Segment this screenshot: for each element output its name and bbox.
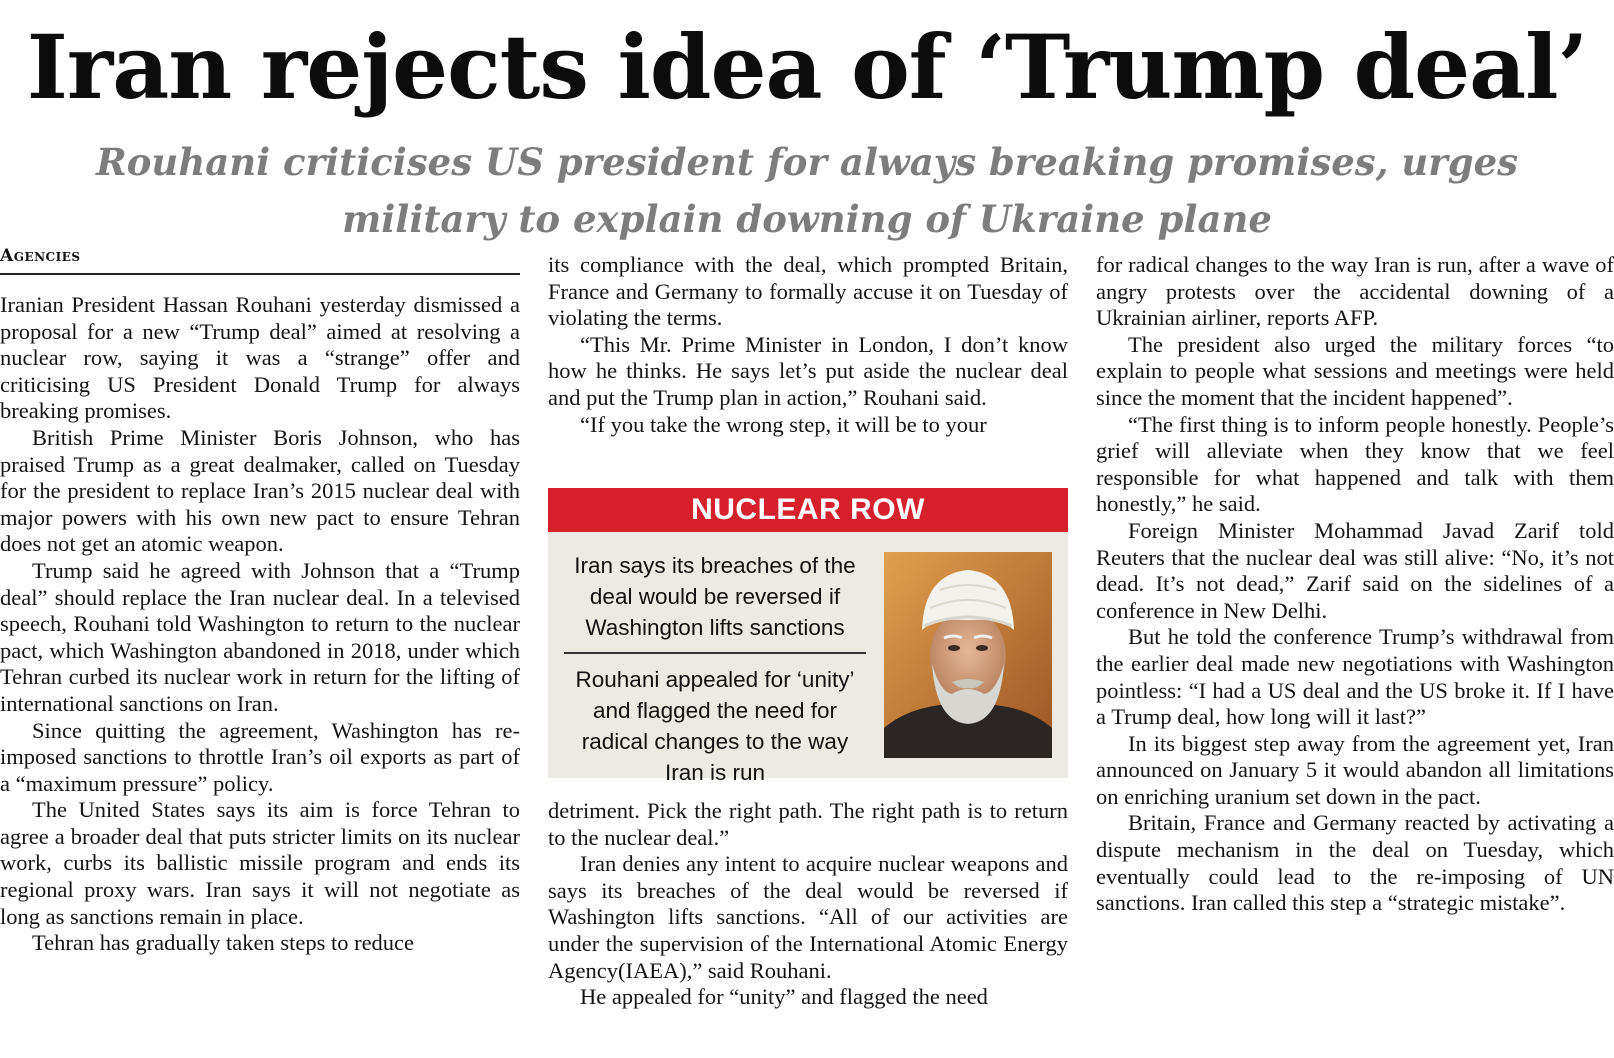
paragraph: Iran denies any intent to acquire nuclear weapons and says its breaches of the deal would be reversed if Washington lifts sanctions. “All of our activities are under the supervision of the International Atomic Energy Agency(IAEA),” said Rouhani. <box>548 851 1068 983</box>
paragraph: Since quitting the agreement, Washington has re-imposed sanctions to throttle Iran’s oil exports as part of a “maximum pressure” policy. <box>0 717 520 796</box>
paragraph: Foreign Minister Mohammad Javad Zarif told Reuters that the nuclear deal was still alive: “No, it’s not dead. It’s not dead,” Zarif said on the sidelines of a conference in New Delhi. <box>1096 517 1614 623</box>
factbox-title: NUCLEAR ROW <box>548 488 1068 532</box>
article-column-2-bottom <box>548 798 1068 1058</box>
factbox-item: Iran says its breaches of the deal would be reversed if Washington lifts sanctions <box>574 553 856 640</box>
paragraph: The United States says its aim is force Tehran to agree a broader deal that puts stricter limits on its nuclear work, curbs its ballistic missile program and ends its regional proxy wars. Iran says it will not negotiate as long as sanctions remain in place. <box>0 797 520 929</box>
headline: Iran rejects idea of ‘Trump deal’ <box>26 15 1588 119</box>
factbox-body <box>548 532 1068 785</box>
paragraph: “The first thing is to inform people honestly. People’s grief will alleviate when they know that we feel responsible for what happened and talk with them honestly,” he said. <box>1096 411 1614 517</box>
paragraph: The president also urged the military forces “to explain to people what sessions and meetings were held since the moment that the incident happened”. <box>1096 331 1614 410</box>
paragraph: “This Mr. Prime Minister in London, I don’t know how he thinks. He says let’s put aside the nuclear deal and put the Trump plan in action,” Rouhani said. <box>548 331 1068 410</box>
paragraph: British Prime Minister Boris Johnson, who has praised Trump as a great dealmaker, called on Tuesday for the president to replace Iran’s 2015 nuclear deal with major powers with his own new pact to ensure Tehran does not get an atomic weapon. <box>0 424 520 557</box>
paragraph: detriment. Pick the right path. The right path is to return to the nuclear deal.” <box>548 798 1068 850</box>
factbox-divider <box>564 652 866 654</box>
paragraph: But he told the conference Trump’s withdrawal from the earlier deal made new negotiations with Washington pointless: “I had a US deal and the US broke it. If I have a Trump deal, how long will it last?” <box>1096 624 1614 730</box>
paragraph: Tehran has gradually taken steps to reduce <box>32 930 415 956</box>
article-column-3 <box>1096 252 1614 1058</box>
subheadline: Rouhani criticises US president for always breaking promises, urges military to explain downing of Ukraine plane <box>96 140 1518 241</box>
portrait-illustration-icon <box>884 552 1052 758</box>
paragraph: In its biggest step away from the agreement yet, Iran announced on January 5 it would abandon all limitations on enriching uranium set down in the pact. <box>1096 730 1614 809</box>
paragraph: Trump said he agreed with Johnson that a “Trump deal” should replace the Iran nuclear deal. In a televised speech, Rouhani told Washington to return to the nuclear pact, which Washington abandoned in 2018, under which Tehran curbed its nuclear work in return for the lifting of international sanctions on Iran. <box>0 557 520 716</box>
article-column-2-top <box>548 252 1068 472</box>
paragraph: for radical changes to the way Iran is run, after a wave of angry protests over the accidental downing of a Ukrainian airliner, reports AFP. <box>1096 252 1614 331</box>
portrait-photo <box>884 552 1052 758</box>
article-column-1 <box>0 292 520 1058</box>
paragraph: Britain, France and Germany reacted by activating a dispute mechanism in the deal on Tuesday, which eventually could lead to the re-imposing of UN sanctions. Iran called this step a “strategic mistake”. <box>1096 810 1614 916</box>
factbox <box>548 488 1068 785</box>
paragraph: its compliance with the deal, which prompted Britain, France and Germany to formally accuse it on Tuesday of violating the terms. <box>548 252 1068 331</box>
factbox-item: Rouhani appealed for ‘unity’ and flagged the need for radical changes to the way Iran is run <box>575 667 855 785</box>
paragraph: He appealed for “unity” and flagged the need <box>580 984 988 1010</box>
byline: Agencies <box>0 246 520 275</box>
paragraph: “If you take the wrong step, it will be to your <box>580 411 987 437</box>
paragraph: Iranian President Hassan Rouhani yesterday dismissed a proposal for a new “Trump deal” aimed at resolving a nuclear row, saying it was a “strange” offer and criticising US President Donald Trump for always breaking promises. <box>0 292 520 424</box>
